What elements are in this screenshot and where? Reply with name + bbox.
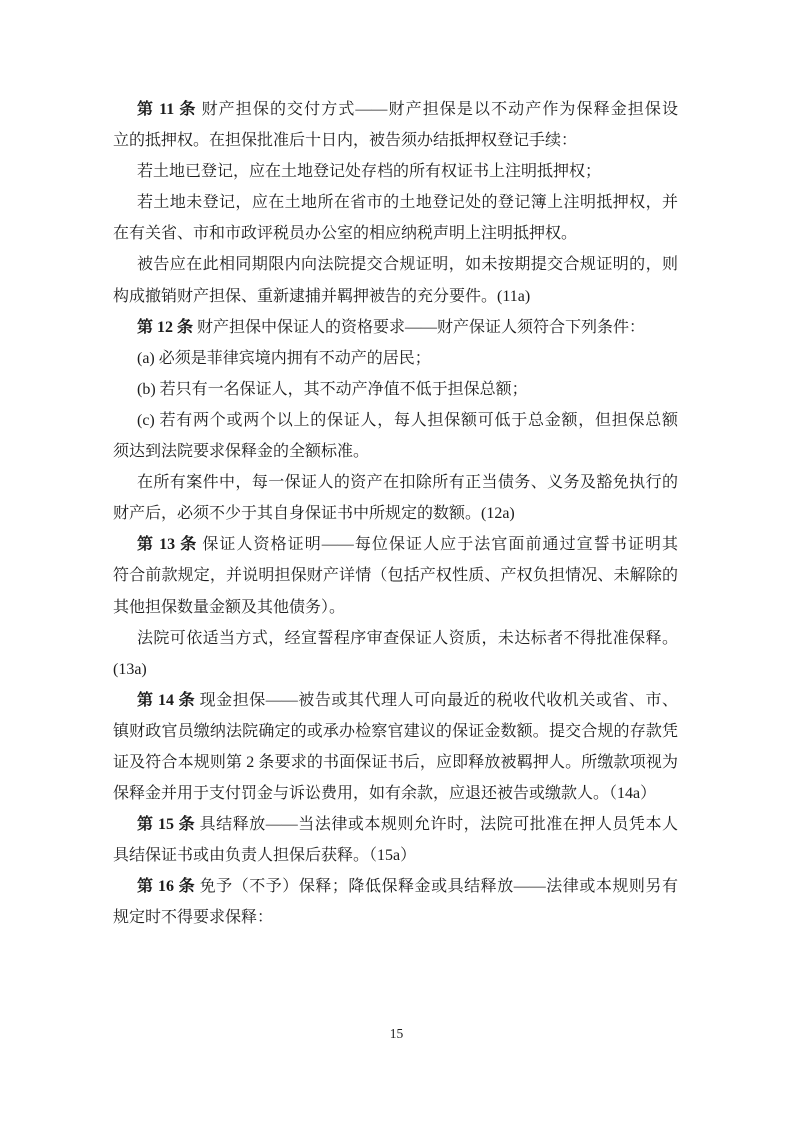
article-number: 第 11 条 xyxy=(137,101,197,118)
page-number: 15 xyxy=(389,1026,404,1041)
text-line: 构成撤销财产担保、重新逮捕并羁押被告的充分要件。(11a) xyxy=(113,287,531,305)
text-line: 立的抵押权。在担保批准后十日内，被告须办结抵押权登记手续： xyxy=(113,132,578,150)
text-line: 保释金并用于支付罚金与诉讼费用，如有余款，应退还被告或缴款人。（14a） xyxy=(113,785,657,803)
text-line: 被告应在此相同期限内向法院提交合规证明，如未按期提交合规证明的，则 xyxy=(137,256,678,274)
text-line: 若土地已登记，应在土地登记处存档的所有权证书上注明抵押权； xyxy=(137,163,602,181)
text-line: 第 11 条 财产担保的交付方式——财产担保是以不动产作为保释金担保设 xyxy=(137,101,678,118)
text-line: 第 14 条 现金担保——被告或其代理人可向最近的税收代收机关或省、市、 xyxy=(137,691,678,709)
text-line: 符合前款规定，并说明担保财产详情（包括产权性质、产权负担情况、未解除的 xyxy=(113,567,678,585)
text-line: 规定时不得要求保释： xyxy=(113,909,274,927)
text-line: 财产后，必须不少于其自身保证书中所规定的数额。(12a) xyxy=(113,505,515,523)
text-line: 若土地未登记，应在土地所在省市的土地登记处的登记簿上注明抵押权，并 xyxy=(137,194,678,212)
text-line: 镇财政官员缴纳法院确定的或承办检察官建议的保证金数额。提交合规的存款凭 xyxy=(113,722,678,740)
text-line: 法院可依适当方式，经宣誓程序审查保证人资质，未达标者不得批准保释。 xyxy=(137,629,678,647)
text-line: 第 12 条 财产担保中保证人的资格要求——财产保证人须符合下列条件： xyxy=(137,318,646,336)
article-number: 第 16 条 xyxy=(137,878,196,896)
article-number: 第 14 条 xyxy=(137,691,196,709)
text-line: 在所有案件中，每一保证人的资产在扣除所有正当债务、义务及豁免执行的 xyxy=(137,474,678,492)
text-line: (13a) xyxy=(113,660,147,678)
text-line: (b) 若只有一名保证人，其不动产净值不低于担保总额； xyxy=(137,380,528,398)
text-line: 第 15 条 具结释放——当法律或本规则允许时，法院可批准在押人员凭本人 xyxy=(137,816,678,834)
article-number: 第 15 条 xyxy=(137,816,196,834)
document-body xyxy=(113,94,678,934)
text-line: 证及符合本规则第 2 条要求的书面保证书后，应即释放被羁押人。所缴款项视为 xyxy=(113,753,678,771)
text-line: 第 16 条 免予（不予）保释；降低保释金或具结释放——法律或本规则另有 xyxy=(137,878,678,896)
text-line: 在有关省、市和市政评税员办公室的相应纳税声明上注明抵押权。 xyxy=(113,225,578,243)
text-line: 须达到法院要求保释金的全额标准。 xyxy=(113,443,370,461)
text-line: (a) 必须是菲律宾境内拥有不动产的居民； xyxy=(137,349,431,367)
article-number: 第 12 条 xyxy=(137,318,194,336)
text-line: (c) 若有两个或两个以上的保证人，每人担保额可低于总金额，但担保总额 xyxy=(137,411,678,429)
text-line: 第 13 条 保证人资格证明——每位保证人应于法官面前通过宣誓书证明其 xyxy=(137,536,678,554)
article-number: 第 13 条 xyxy=(137,536,198,554)
text-line: 其他担保数量金额及其他债务）。 xyxy=(113,598,346,616)
text-line: 具结保证书或由负责人担保后获释。（15a） xyxy=(113,847,417,865)
